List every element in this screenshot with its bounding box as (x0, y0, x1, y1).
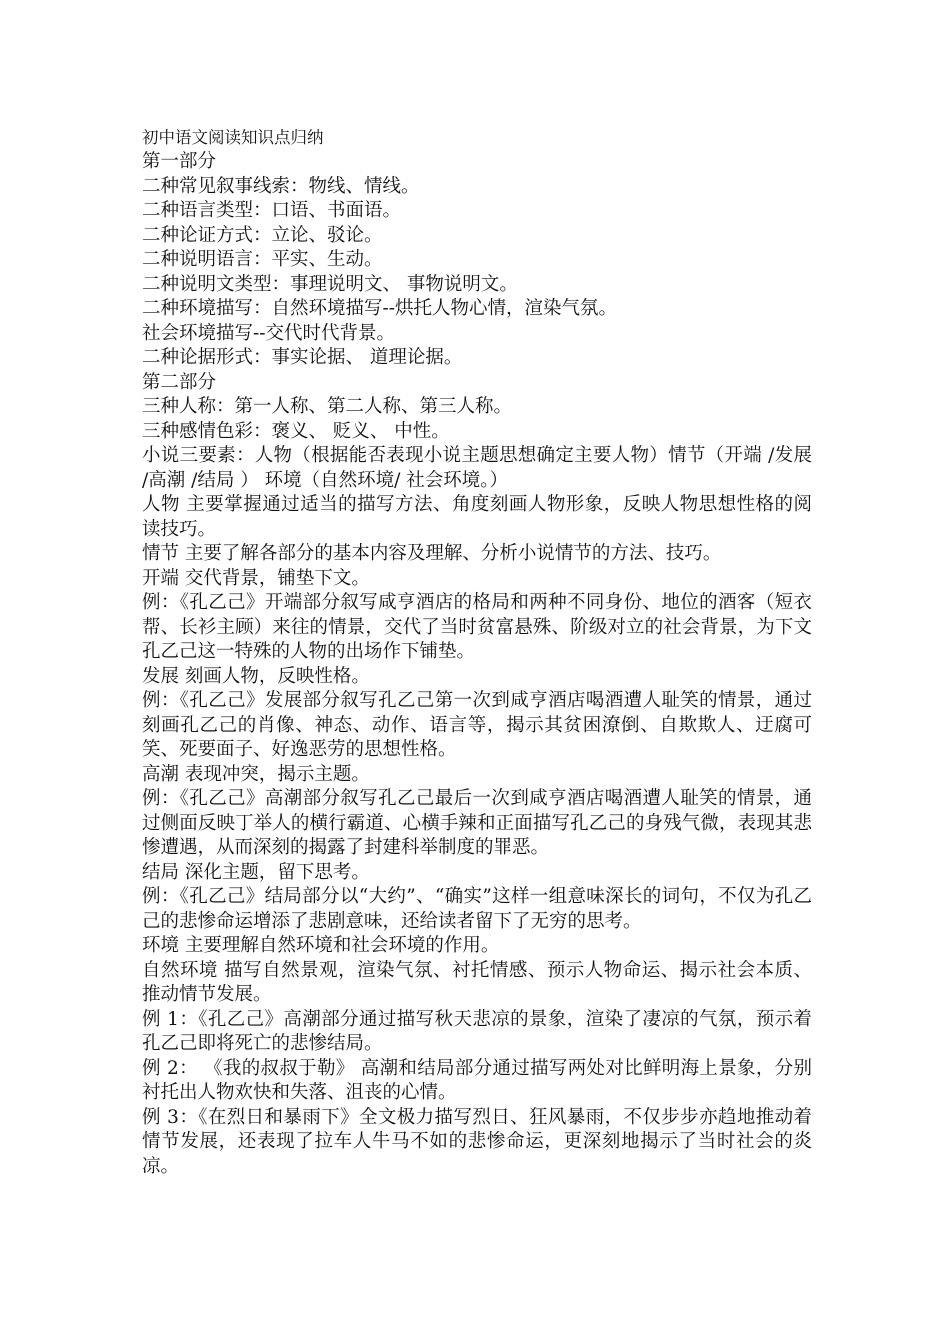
paragraph: 二种说明语言：平实、生动。 (142, 249, 383, 270)
paragraph: 情节 主要了解各部分的基本内容及理解、分析小说情节的方法、技巧。 (142, 543, 722, 564)
paragraph: 结局 深化主题，留下思考。 (142, 861, 370, 883)
paragraph: 环境 主要理解自然环境和社会环境的作用。 (142, 935, 500, 956)
paragraph: 例：《孔乙己》开端部分叙写咸亨酒店的格局和两种不同身份、地位的酒客（短衣帮、长衫主顾）来往的情景，交代了当时贫富悬殊、阶级对立的社会背景，为下文孔乙己这一特殊的人物的出场作下铺垫。 (142, 592, 812, 662)
paragraph: 二种说明文类型：事理说明文、 事物说明文。 (142, 273, 518, 295)
paragraph: 二种论据形式：事实论据、 道理论据。 (142, 347, 463, 368)
paragraph: 例 3：《在烈日和暴雨下》全文极力描写烈日、狂风暴雨，不仅步步亦趋地推动着情节发展，还表现了拉车人牛马不如的悲惨命运，更深刻地揭示了当时社会的炎凉。 (142, 1106, 812, 1177)
section-heading: 第二部分 (142, 371, 217, 393)
document-body (142, 126, 812, 1179)
paragraph: 开端 交代背景，铺垫下文。 (142, 567, 370, 589)
paragraph: 例 1：《孔乙己》高潮部分通过描写秋天悲凉的景象，渲染了凄凉的气氛，预示着孔乙己即将死亡的悲惨结局。 (142, 1008, 812, 1054)
paragraph: 人物 主要掌握通过适当的描写方法、角度刻画人物形象，反映人物思想性格的阅读技巧。 (142, 494, 812, 540)
paragraph: 高潮 表现冲突，揭示主题。 (142, 763, 370, 785)
paragraph: 发展 刻画人物，反映性格。 (142, 665, 370, 687)
document-title: 初中语文阅读知识点归纳 (142, 128, 324, 147)
paragraph: 二种论证方式：立论、驳论。 (142, 224, 383, 246)
paragraph: 例：《孔乙己》发展部分叙写孔乙己第一次到咸亨酒店喝酒遭人耻笑的情景，通过刻画孔乙己的肖像、神态、动作、语言等，揭示其贫困潦倒、自欺欺人、迂腐可笑、死要面子、好逸恶劳的思想性格。 (142, 690, 812, 760)
paragraph: 小说三要素：人物（根据能否表现小说主题思想确定主要人物）情节（开端 /发展 /高潮 /结局 ） 环境（自然环境/ 社会环境。） (142, 445, 812, 491)
paragraph: 例：《孔乙己》结局部分以“大约”、“确实”这样一组意味深长的词句，不仅为孔乙己的悲惨命运增添了悲剧意味，还给读者留下了无穷的思考。 (142, 886, 812, 932)
paragraph: 二种语言类型：口语、书面语。 (142, 200, 402, 221)
section-heading: 第一部分 (142, 151, 217, 172)
paragraph: 二种常见叙事线索：物线、情线。 (142, 175, 420, 197)
paragraph: 三种感情色彩：褒义、 贬义、 中性。 (142, 420, 450, 442)
paragraph: 自然环境 描写自然景观，渲染气氛、衬托情感、预示人物命运、揭示社会本质、推动情节发展。 (142, 959, 812, 1005)
paragraph: 例 2： 《我的叔叔于勒》 高潮和结局部分通过描写两处对比鲜明海上景象，分别衬托出人物欢快和失落、沮丧的心情。 (142, 1057, 812, 1103)
paragraph: 例：《孔乙己》高潮部分叙写孔乙己最后一次到咸亨酒店喝酒遭人耻笑的情景，通过侧面反映丁举人的横行霸道、心横手辣和正面描写孔乙己的身残气微，表现其悲惨遭遇，从而深刻的揭露了封建科举制度的罪恶。 (142, 788, 812, 858)
paragraph: 三种人称：第一人称、第二人称、第三人称。 (142, 396, 513, 417)
paragraph: 二种环境描写：自然环境描写--烘托人物心情，渲染气氛。 (142, 298, 618, 319)
paragraph: 社会环境描写--交代时代背景。 (142, 322, 396, 344)
